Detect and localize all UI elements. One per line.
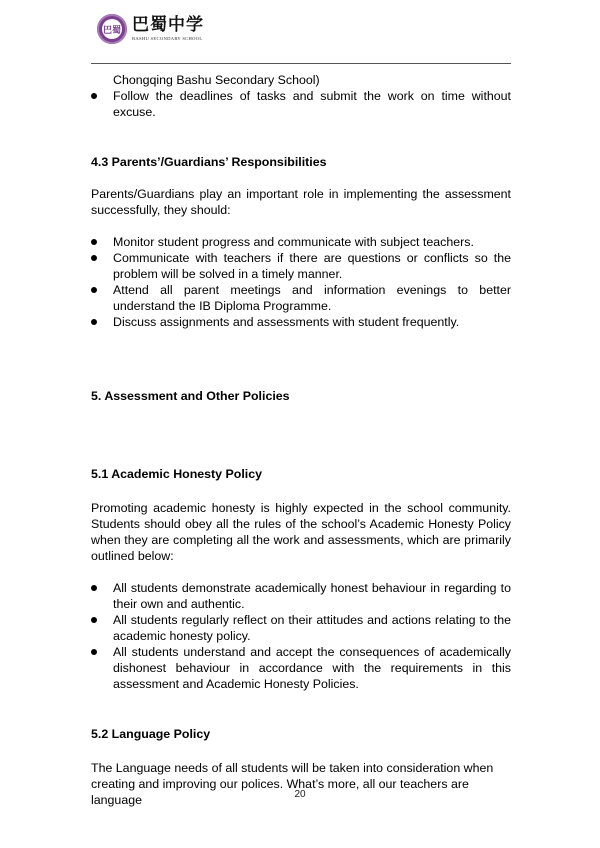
bullet-icon bbox=[91, 255, 97, 261]
section-5-1-intro: Promoting academic honesty is highly expected in the school community. Students should obey all the rules of the school’s Academic Honesty Policy when they are completing all the work and assessments, which are primarily outlined below: bbox=[91, 501, 511, 563]
section-5-2-line-1: The Language needs of all students will be taken into consideration when bbox=[91, 761, 494, 775]
list-item bbox=[91, 314, 511, 330]
continued-list bbox=[91, 72, 511, 120]
list-item bbox=[91, 644, 511, 692]
bullet-icon bbox=[91, 585, 97, 591]
list-item-text: Discuss assignments and assessments with student frequently. bbox=[113, 315, 460, 329]
logo-wordmark bbox=[132, 16, 204, 42]
list-item bbox=[91, 88, 511, 120]
section-heading-4-3: 4.3 Parents’/Guardians’ Responsibilities bbox=[91, 155, 327, 169]
list-item-text: Attend all parent meetings and information evenings to better understand the IB Diploma Programme. bbox=[113, 283, 511, 313]
list-item-text: All students demonstrate academically honest behaviour in regarding to their own and authentic. bbox=[113, 581, 511, 611]
list-item bbox=[91, 234, 511, 250]
bullet-icon bbox=[91, 649, 97, 655]
emblem-text: 巴蜀 bbox=[102, 19, 122, 39]
school-emblem-icon bbox=[97, 14, 127, 44]
list-item-text: Follow the deadlines of tasks and submit the work on time without excuse. bbox=[113, 89, 511, 119]
bullet-icon bbox=[91, 617, 97, 623]
list-item-text: Monitor student progress and communicate with subject teachers. bbox=[113, 235, 474, 249]
bullet-icon bbox=[91, 319, 97, 325]
section-heading-5-2: 5.2 Language Policy bbox=[91, 727, 211, 741]
list-item bbox=[91, 580, 511, 612]
list-item-text: Communicate with teachers if there are questions or conflicts so the problem will be solved in a timely manner. bbox=[113, 251, 511, 281]
academic-honesty-list bbox=[91, 580, 511, 692]
list-item-text: All students regularly reflect on their attitudes and actions relating to the academic honesty policy. bbox=[113, 613, 511, 643]
section-heading-5-1: 5.1 Academic Honesty Policy bbox=[91, 467, 263, 481]
bullet-icon bbox=[91, 287, 97, 293]
logo-chinese-name: 巴蜀中学 bbox=[132, 15, 204, 35]
list-item-continued bbox=[91, 72, 511, 88]
logo-english-name: BASHU SECONDARY SCHOOL bbox=[132, 36, 203, 41]
list-item bbox=[91, 250, 511, 282]
parents-responsibilities-list bbox=[91, 234, 511, 330]
list-item bbox=[91, 612, 511, 644]
list-item-text: Chongqing Bashu Secondary School) bbox=[113, 73, 320, 87]
page-content bbox=[91, 72, 511, 808]
list-item bbox=[91, 282, 511, 314]
section-5-2-line-2: creating and improving our polices. What’s more, all our teachers are language bbox=[91, 777, 469, 807]
section-4-3-intro: Parents/Guardians play an important role in implementing the assessment successfully, they should: bbox=[91, 187, 511, 217]
bullet-icon bbox=[91, 93, 97, 99]
school-logo bbox=[97, 12, 204, 46]
list-item-text: All students understand and accept the consequences of academically dishonest behaviour in accordance with the requirements in this assessment and Academic Honesty Policies. bbox=[113, 645, 511, 691]
bullet-icon bbox=[91, 239, 97, 245]
header-divider bbox=[91, 63, 511, 64]
page-number: 20 bbox=[294, 789, 306, 800]
section-heading-5: 5. Assessment and Other Policies bbox=[91, 389, 290, 403]
